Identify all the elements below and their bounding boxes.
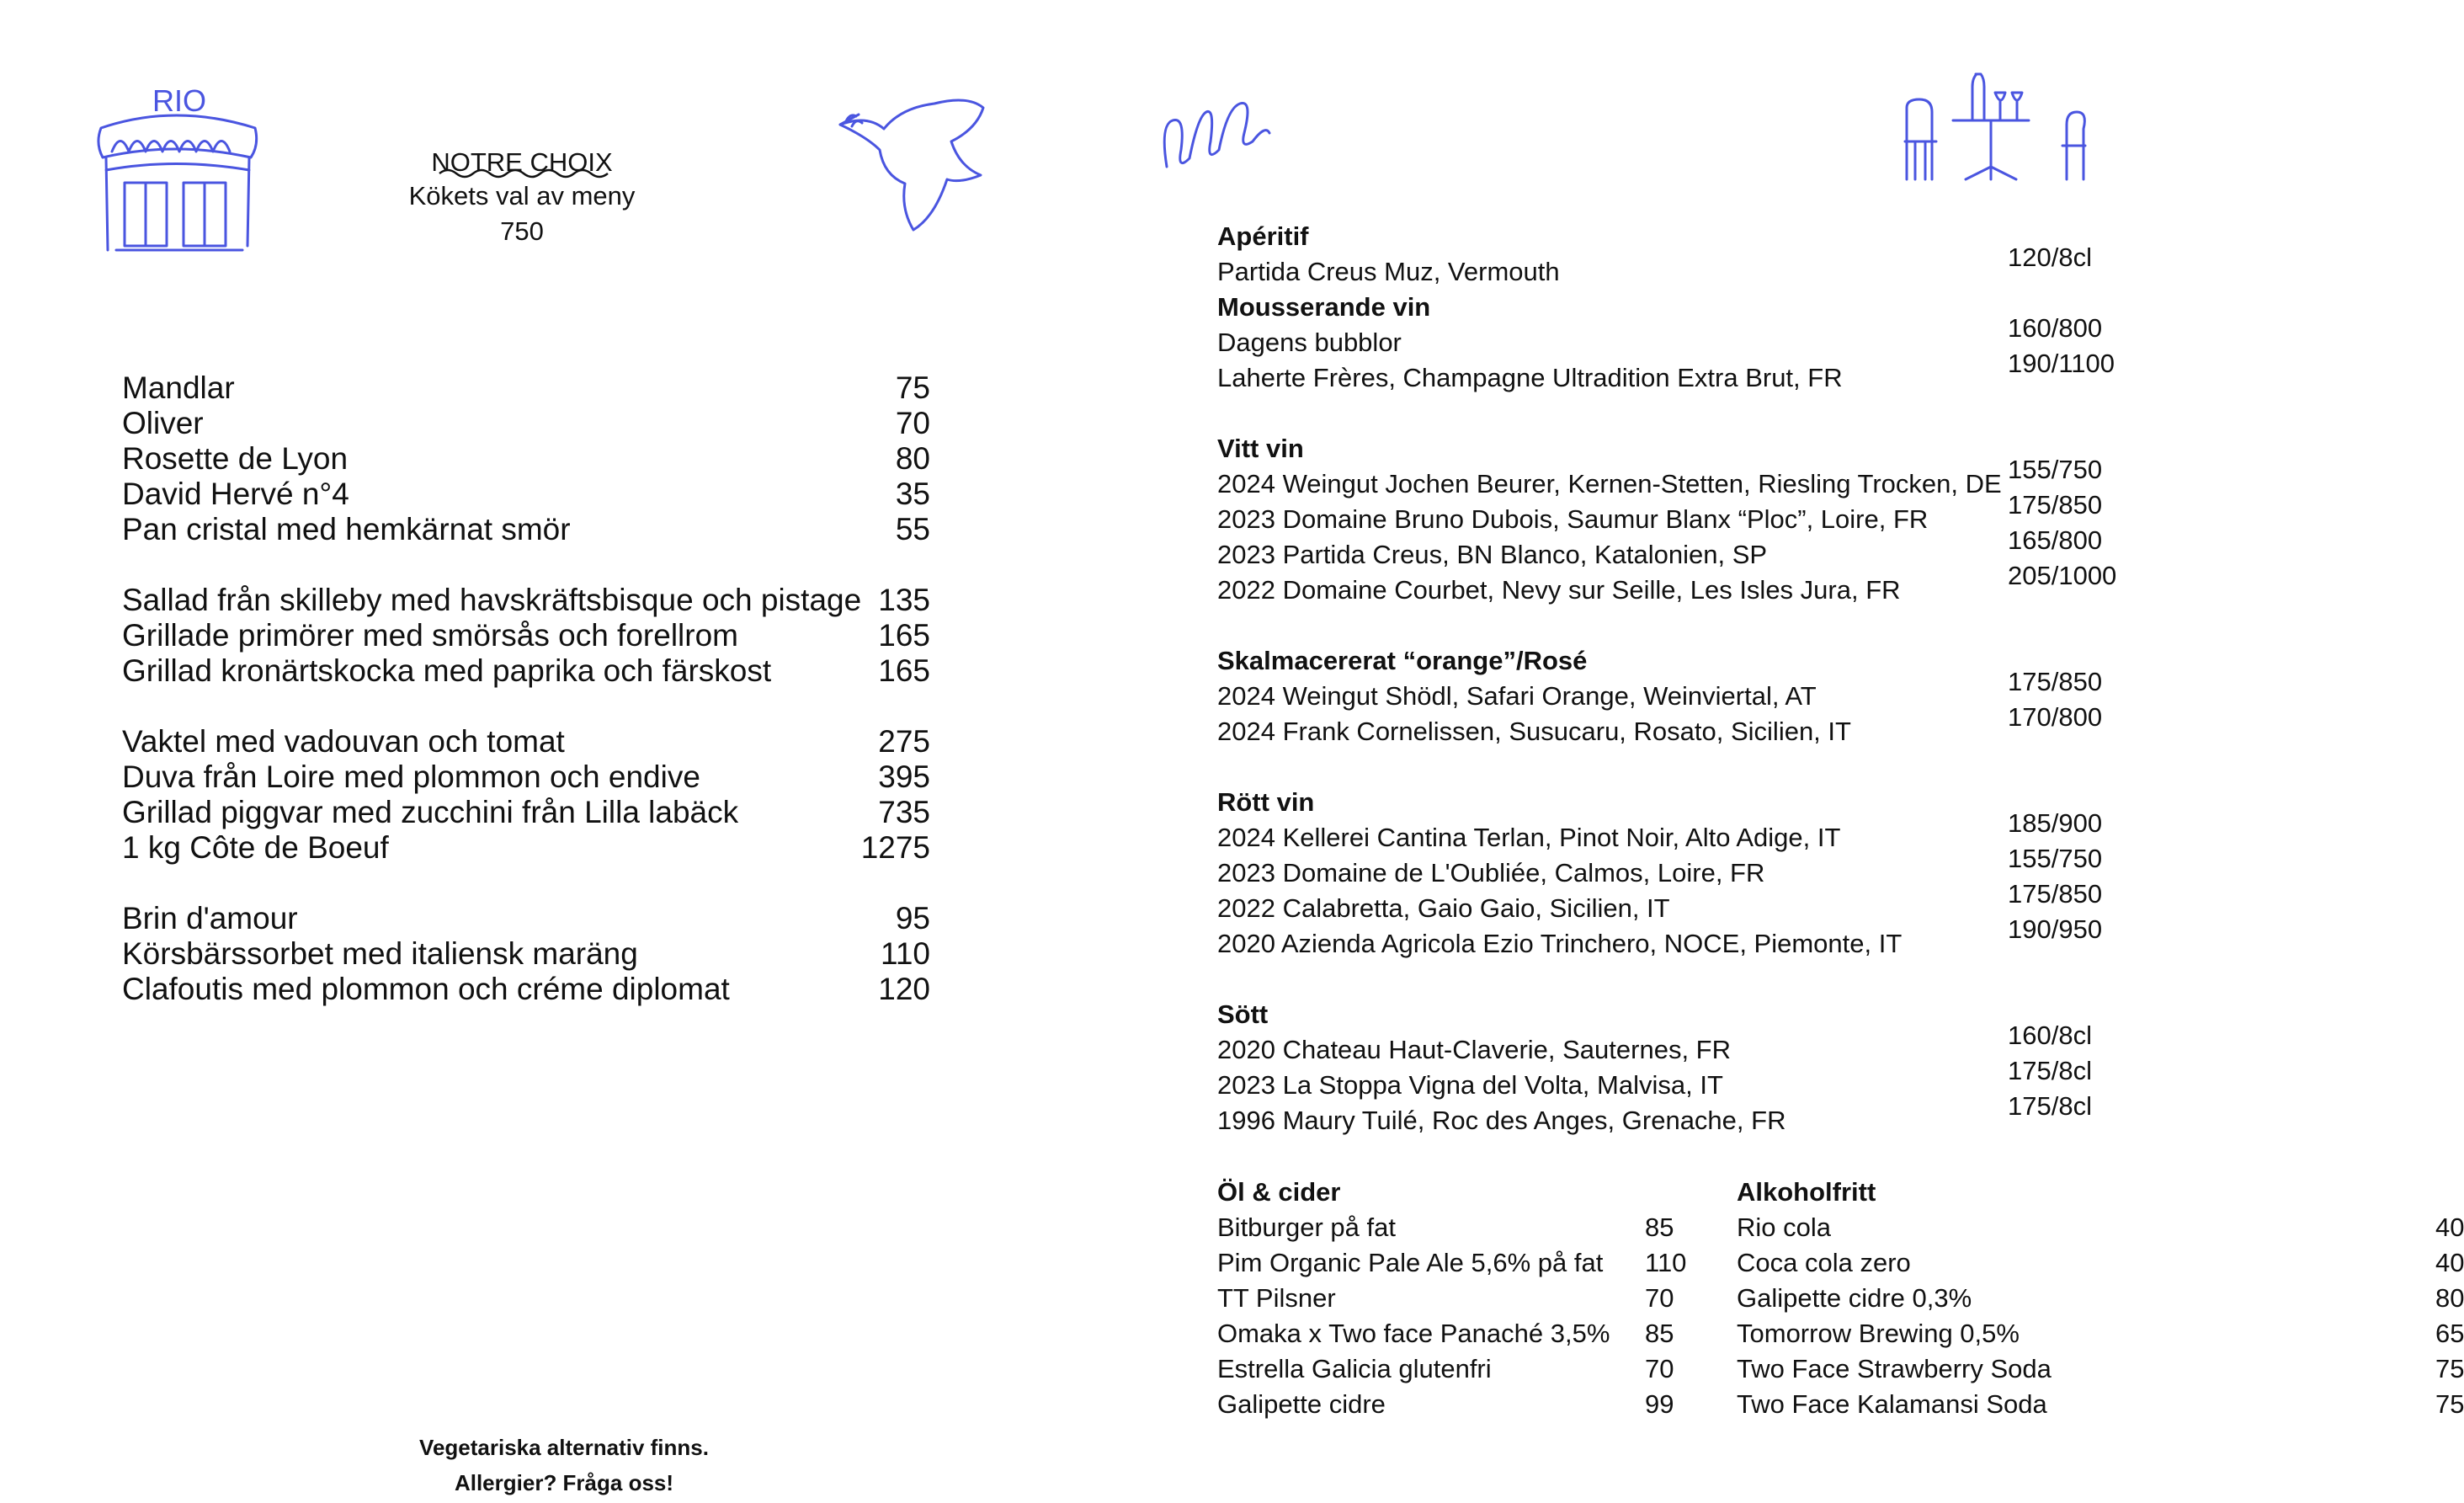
menu-item: [122, 370, 930, 406]
wine-item: [1217, 455, 2126, 502]
drink-item-name: Tomorrow Brewing 0,5%: [1737, 1319, 2020, 1348]
menu-item-price: 395: [878, 759, 930, 794]
menu-item: [122, 583, 930, 618]
wine-item: [1217, 349, 2126, 396]
menu-item-price: 120: [878, 972, 930, 1006]
wine-item: [1217, 525, 2126, 573]
wine-item-name: 2022 Calabretta, Gaio Gaio, Sicilien, IT: [1217, 893, 1670, 923]
drink-item-name: Coca cola zero: [1737, 1248, 1911, 1277]
wine-item-price: 175/8cl: [2008, 1091, 2092, 1121]
wine-item-price: 175/8cl: [2008, 1056, 2092, 1085]
wine-item: [1217, 1021, 2126, 1068]
drink-item: [1737, 1245, 2464, 1281]
drink-item-name: Galipette cidre: [1217, 1389, 1386, 1419]
menu-item: [122, 406, 930, 441]
nonalcoholic-heading: Alkoholfritt: [1737, 1177, 1876, 1207]
menu-item: [122, 901, 930, 936]
drink-item-name: Two Face Strawberry Soda: [1737, 1354, 2052, 1383]
menu-item-name: Grillade primörer med smörsås och forellrom: [122, 618, 738, 653]
menu-item: [122, 830, 930, 866]
menu-item: [122, 477, 930, 512]
food-group: [122, 370, 930, 547]
food-group: [122, 583, 930, 689]
drink-item: [1737, 1387, 2464, 1422]
wine-item-name: Partida Creus Muz, Vermouth: [1217, 257, 1560, 286]
wave-icon: [1160, 91, 1278, 175]
wine-section: [1217, 785, 2126, 962]
menu-item-price: 165: [878, 618, 930, 653]
wine-item: [1217, 313, 2126, 360]
menu-item-name: Clafoutis med plommon och créme diplomat: [122, 972, 730, 1006]
drink-item-price: 85: [1645, 1319, 1674, 1348]
wine-item: [1217, 667, 2126, 714]
drink-item-price: 85: [1645, 1213, 1674, 1242]
wine-item: [1217, 490, 2126, 537]
wine-section-heading: Rött vin: [1217, 787, 1315, 817]
wine-item-name: 2023 La Stoppa Vigna del Volta, Malvisa, IT: [1217, 1070, 1723, 1100]
wine-item-price: 175/850: [2008, 667, 2103, 696]
drink-item-price: 40: [2435, 1213, 2464, 1242]
wine-item-name: 2023 Partida Creus, BN Blanco, Katalonien, SP: [1217, 540, 1768, 569]
menu-item-price: 110: [881, 936, 930, 971]
menu-item: [122, 972, 930, 1007]
menu-item-price: 70: [895, 406, 930, 440]
notre-choix-block: [337, 145, 707, 249]
wine-item-name: 2024 Frank Cornelissen, Susucaru, Rosato, Sicilien, IT: [1217, 717, 1851, 746]
menu-item-name: Grillad kronärtskocka med paprika och färskost: [122, 653, 772, 688]
drink-item-price: 70: [1645, 1354, 1674, 1383]
wine-item-price: 205/1000: [2008, 561, 2117, 590]
menu-item-price: 75: [895, 370, 930, 405]
nonalcoholic-list: [1737, 1175, 2464, 1422]
drink-item-name: Bitburger på fat: [1217, 1213, 1396, 1242]
wine-section: [1217, 997, 2126, 1138]
wine-item: [1217, 243, 2126, 290]
drink-item-name: Galipette cidre 0,3%: [1737, 1283, 1972, 1313]
menu-item-name: Oliver: [122, 406, 204, 440]
drink-item-price: 99: [1645, 1389, 1674, 1419]
wine-item-price: 160/8cl: [2008, 1021, 2092, 1050]
storefront-sign: RIO: [152, 83, 207, 118]
menu-item-name: 1 kg Côte de Boeuf: [122, 830, 389, 865]
menu-item-name: Sallad från skilleby med havskräftsbisque och pistage: [122, 583, 862, 617]
wine-item: [1217, 844, 2126, 891]
wine-section-heading: Skalmacererat “orange”/Rosé: [1217, 646, 1588, 675]
wine-item-price: 155/750: [2008, 455, 2103, 484]
wine-item-name: 2020 Azienda Agricola Ezio Trinchero, NOCE, Piemonte, IT: [1217, 929, 1903, 958]
wine-item-price: 190/1100: [2008, 349, 2115, 378]
menu-item-price: 1275: [860, 830, 930, 865]
drink-item-price: 75: [2435, 1354, 2464, 1383]
drink-item: [1217, 1281, 1706, 1316]
drink-item: [1737, 1316, 2464, 1351]
menu-item: [122, 936, 930, 972]
menu-item: [122, 724, 930, 759]
menu-item-name: Pan cristal med hemkärnat smör: [122, 512, 571, 546]
wine-section-heading: Vitt vin: [1217, 434, 1304, 463]
wine-item-price: 170/800: [2008, 702, 2103, 732]
notre-choix-title: NOTRE CHOIX: [431, 147, 613, 177]
wine-item-price: 160/800: [2008, 313, 2103, 343]
drink-item: [1737, 1210, 2464, 1245]
beer-heading: Öl & cider: [1217, 1177, 1341, 1207]
food-menu: [122, 370, 930, 1042]
notre-choix-price: 750: [500, 216, 544, 246]
menu-item-price: 35: [895, 477, 930, 511]
menu-item-name: Vaktel med vadouvan och tomat: [122, 724, 565, 759]
menu-item-price: 165: [878, 653, 930, 688]
menu-item-price: 80: [895, 441, 930, 476]
allergy-note: Allergier? Fråga oss!: [454, 1470, 674, 1495]
wine-section: [1217, 219, 2126, 396]
drink-item-price: 70: [1645, 1283, 1674, 1313]
wine-item: [1217, 702, 2126, 749]
drink-item: [1217, 1245, 1706, 1281]
menu-item: [122, 618, 930, 653]
drink-item: [1737, 1281, 2464, 1316]
wine-item-name: 2024 Kellerei Cantina Terlan, Pinot Noir, Alto Adige, IT: [1217, 823, 1841, 852]
wine-item: [1217, 808, 2126, 855]
drink-item: [1217, 1316, 1706, 1351]
wine-item: [1217, 1091, 2126, 1138]
wine-item-price: 190/950: [2008, 914, 2103, 944]
menu-item-name: Rosette de Lyon: [122, 441, 349, 476]
wine-item-name: Dagens bubblor: [1217, 328, 1402, 357]
cafe-table-icon: [1898, 74, 2092, 184]
drink-item-price: 110: [1645, 1248, 1687, 1277]
menu-item-name: Grillad piggvar med zucchini från Lilla labäck: [122, 795, 739, 829]
menu-item-name: David Hervé n°4: [122, 477, 349, 511]
wine-item: [1217, 561, 2126, 608]
menu-item-name: Brin d'amour: [122, 901, 298, 935]
menu-item: [122, 441, 930, 477]
wine-item-name: 2024 Weingut Shödl, Safari Orange, Weinviertal, AT: [1217, 681, 1817, 711]
wine-section: [1217, 431, 2126, 608]
wine-list: [1217, 219, 2126, 1174]
storefront-icon: [91, 77, 263, 254]
wine-item-name: 1996 Maury Tuilé, Roc des Anges, Grenache, FR: [1217, 1106, 1786, 1135]
drink-item: [1737, 1351, 2464, 1387]
menu-item-price: 135: [878, 583, 930, 617]
wine-item: [1217, 879, 2126, 926]
menu-item: [122, 795, 930, 830]
menu-item-price: 275: [878, 724, 930, 759]
wine-item-name: 2022 Domaine Courbet, Nevy sur Seille, Les Isles Jura, FR: [1217, 575, 1901, 605]
wine-item-name: 2020 Chateau Haut-Claverie, Sauternes, FR: [1217, 1035, 1731, 1064]
drink-item-price: 65: [2435, 1319, 2464, 1348]
drink-item: [1217, 1387, 1706, 1422]
drink-item-price: 40: [2435, 1248, 2464, 1277]
notre-choix-subtitle: Kökets val av meny: [408, 181, 636, 211]
menu-item-name: Mandlar: [122, 370, 235, 405]
drink-item-name: Pim Organic Pale Ale 5,6% på fat: [1217, 1248, 1604, 1277]
wine-item: [1217, 914, 2126, 962]
drink-item: [1217, 1351, 1706, 1387]
drink-item-name: TT Pilsner: [1217, 1283, 1336, 1313]
vegetarian-note: Vegetariska alternativ finns.: [419, 1435, 709, 1460]
menu-footer: [396, 1430, 732, 1500]
menu-item-price: 735: [878, 795, 930, 829]
food-group: [122, 901, 930, 1007]
wine-item-price: 165/800: [2008, 525, 2103, 555]
wine-section-heading: Mousserande vin: [1217, 292, 1431, 322]
drink-item-price: 75: [2435, 1389, 2464, 1419]
wine-item-name: Laherte Frères, Champagne Ultradition Extra Brut, FR: [1217, 363, 1843, 392]
drink-item-name: Two Face Kalamansi Soda: [1737, 1389, 2047, 1419]
wine-item-price: 155/750: [2008, 844, 2103, 873]
wine-item-name: 2023 Domaine Bruno Dubois, Saumur Blanx “Ploc”, Loire, FR: [1217, 504, 1929, 534]
drink-item-name: Estrella Galicia glutenfri: [1217, 1354, 1492, 1383]
wine-item-name: 2024 Weingut Jochen Beurer, Kernen-Stetten, Riesling Trocken, DE: [1217, 469, 2002, 498]
wine-section-heading: Sött: [1217, 999, 1269, 1029]
drink-item-name: Omaka x Two face Panaché 3,5%: [1217, 1319, 1610, 1348]
menu-item: [122, 759, 930, 795]
wine-section: [1217, 643, 2126, 749]
food-group: [122, 724, 930, 866]
menu-item: [122, 653, 930, 689]
wine-item-price: 185/900: [2008, 808, 2103, 838]
wine-item-price: 120/8cl: [2008, 243, 2092, 272]
wine-section-heading: Apéritif: [1217, 221, 1309, 251]
drink-item-name: Rio cola: [1737, 1213, 1831, 1242]
menu-item-name: Duva från Loire med plommon och endive: [122, 759, 700, 794]
wine-item-name: 2023 Domaine de L'Oubliée, Calmos, Loire, FR: [1217, 858, 1765, 887]
wine-item: [1217, 1056, 2126, 1103]
menu-item: [122, 512, 930, 547]
dove-icon: [833, 91, 989, 234]
beer-cider-list: [1217, 1175, 1706, 1422]
wine-item-price: 175/850: [2008, 879, 2103, 909]
menu-item-price: 95: [895, 901, 930, 935]
menu-item-price: 55: [895, 512, 930, 546]
drink-item-price: 80: [2435, 1283, 2464, 1313]
menu-item-name: Körsbärssorbet med italiensk maräng: [122, 936, 638, 971]
wine-item-price: 175/850: [2008, 490, 2103, 520]
drink-item: [1217, 1210, 1706, 1245]
